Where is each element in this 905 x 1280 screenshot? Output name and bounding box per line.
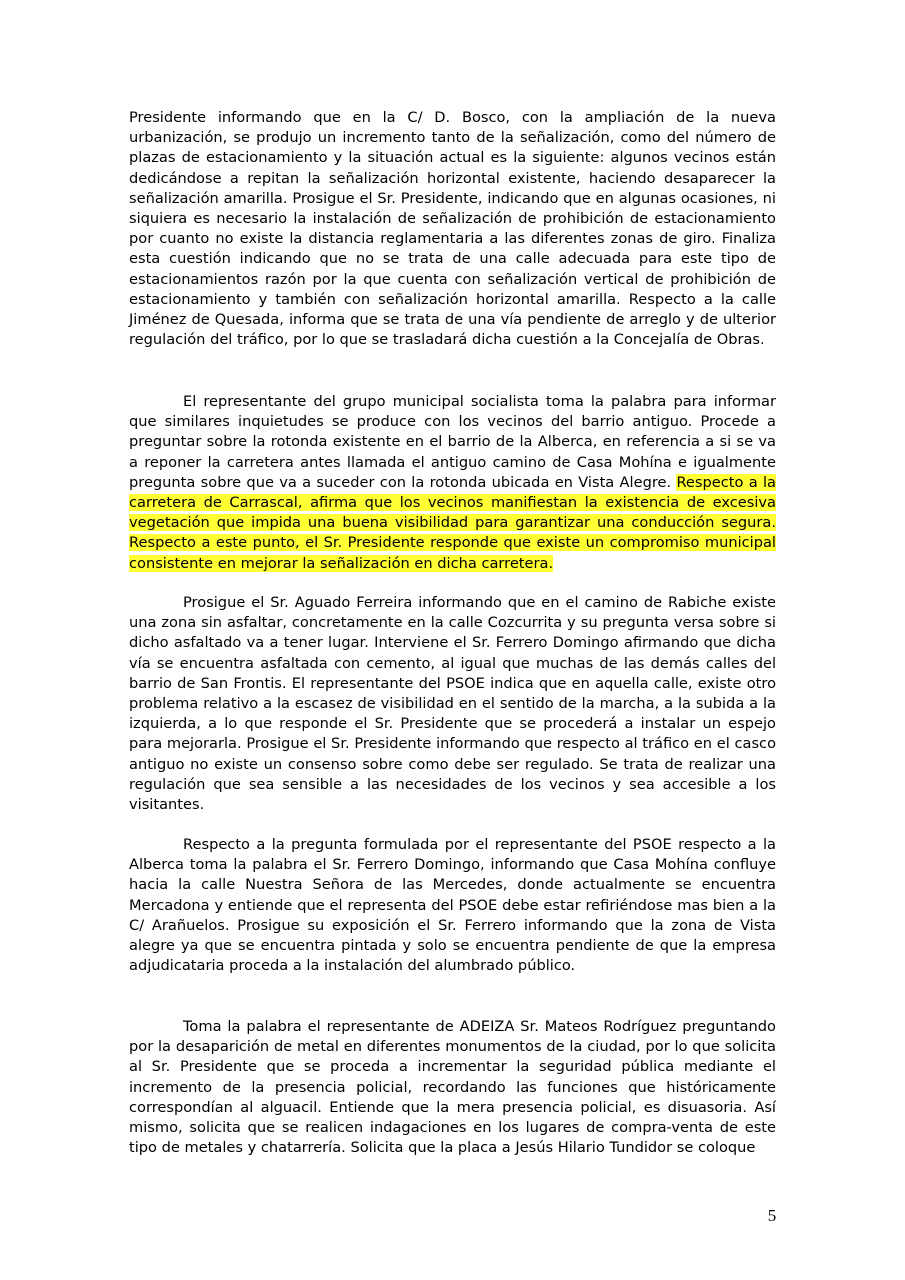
highlighted-text: Respecto a la carretera de Carrascal, afirma que los vecinos manifiestan la existencia de excesiva vegetación que impida una buena visibilidad para garantizar una conducción segura. Respecto a este punto, el Sr. Presidente responde que existe un compromiso municipal consistente en mejorar la señalización en dicha carretera. (129, 473, 777, 572)
paragraph-2-text: El representante del grupo municipal socialista toma la palabra para informar que similares inquietudes se produce con los vecinos del barrio antiguo. Procede a preguntar sobre la rotonda existente en el barrio de la Alberca, en referencia a si se va a reponer la carretera antes llamada el antiguo camino de Casa Mohína e igualmente pregunta sobre que va a suceder con la rotonda ubicada en Vista Alegre. (129, 393, 776, 491)
paragraph-4: Respecto a la pregunta formulada por el representante del PSOE respecto a la Alberca toma la palabra el Sr. Ferrero Domingo, informando que Casa Mohína confluye hacia la calle Nuestra Señora de las Mercedes, donde actualmente se encuentra Mercadona y entiende que el representa del PSOE debe estar refiriéndose mas bien a la C/ Arañuelos. Prosigue su exposición el Sr. Ferrero informando que la zona de Vista alegre ya que se encuentra pintada y solo se encuentra pendiente de que la empresa adjudicataria proceda a la instalación del alumbrado público. (129, 836, 776, 975)
paragraph-3: Prosigue el Sr. Aguado Ferreira informando que en el camino de Rabiche existe una zona sin asfaltar, concretamente en la calle Cozcurrita y su pregunta versa sobre si dicho asfaltado va a tener lugar. Interviene el Sr. Ferrero Domingo afirmando que dicha vía se encuentra asfaltada con cemento, al igual que muchas de las demás calles del barrio de San Frontis. El representante del PSOE indica que en aquella calle, existe otro problema relativo a la escasez de visibilidad en el sentido de la marcha, a la subida a la izquierda, a lo que responde el Sr. Presidente que se procederá a instalar un espejo para mejorarla. Prosigue el Sr. Presidente informando que respecto al tráfico en el casco antiguo no existe un consenso sobre como debe ser regulado. Se trata de realizar una regulación que sea sensible a las necesidades de los vecinos y sea accesible a los visitantes. (129, 594, 776, 814)
paragraph-2 (129, 392, 776, 574)
paragraph-5: Toma la palabra el representante de ADEIZA Sr. Mateos Rodríguez preguntando por la desaparición de metal en diferentes monumentos de la ciudad, por lo que solicita al Sr. Presidente que se proceda a incrementar la seguridad pública mediante el incremento de la presencia policial, recordando las funciones que históricamente correspondían al alguacil. Entiende que la mera presencia policial, es disuasoria. Así mismo, solicita que se realicen indagaciones en los lugares de compra-venta de este tipo de metales y chatarrería. Solicita que la placa a Jesús Hilario Tundidor se coloque (129, 1018, 776, 1157)
paragraph-1: Presidente informando que en la C/ D. Bosco, con la ampliación de la nueva urbanización, se produjo un incremento tanto de la señalización, como del número de plazas de estacionamiento y la situación actual es la siguiente: algunos vecinos están dedicándose a repitan la señalización horizontal existente, haciendo desaparecer la señalización amarilla. Prosigue el Sr. Presidente, indicando que en algunas ocasiones, ni siquiera es necesario la instalación de señalización de prohibición de estacionamiento por cuanto no existe la distancia reglamentaria a las diferentes zonas de giro. Finaliza esta cuestión indicando que no se trata de una calle adecuada para este tipo de estacionamientos razón por la que cuenta con señalización vertical de prohibición de estacionamiento y también con señalización horizontal amarilla. Respecto a la calle Jiménez de Quesada, informa que se trata de una vía pendiente de arreglo y de ulterior regulación del tráfico, por lo que se trasladará dicha cuestión a la Concejalía de Obras. (129, 109, 776, 349)
page-number: 5 (767, 1206, 777, 1225)
